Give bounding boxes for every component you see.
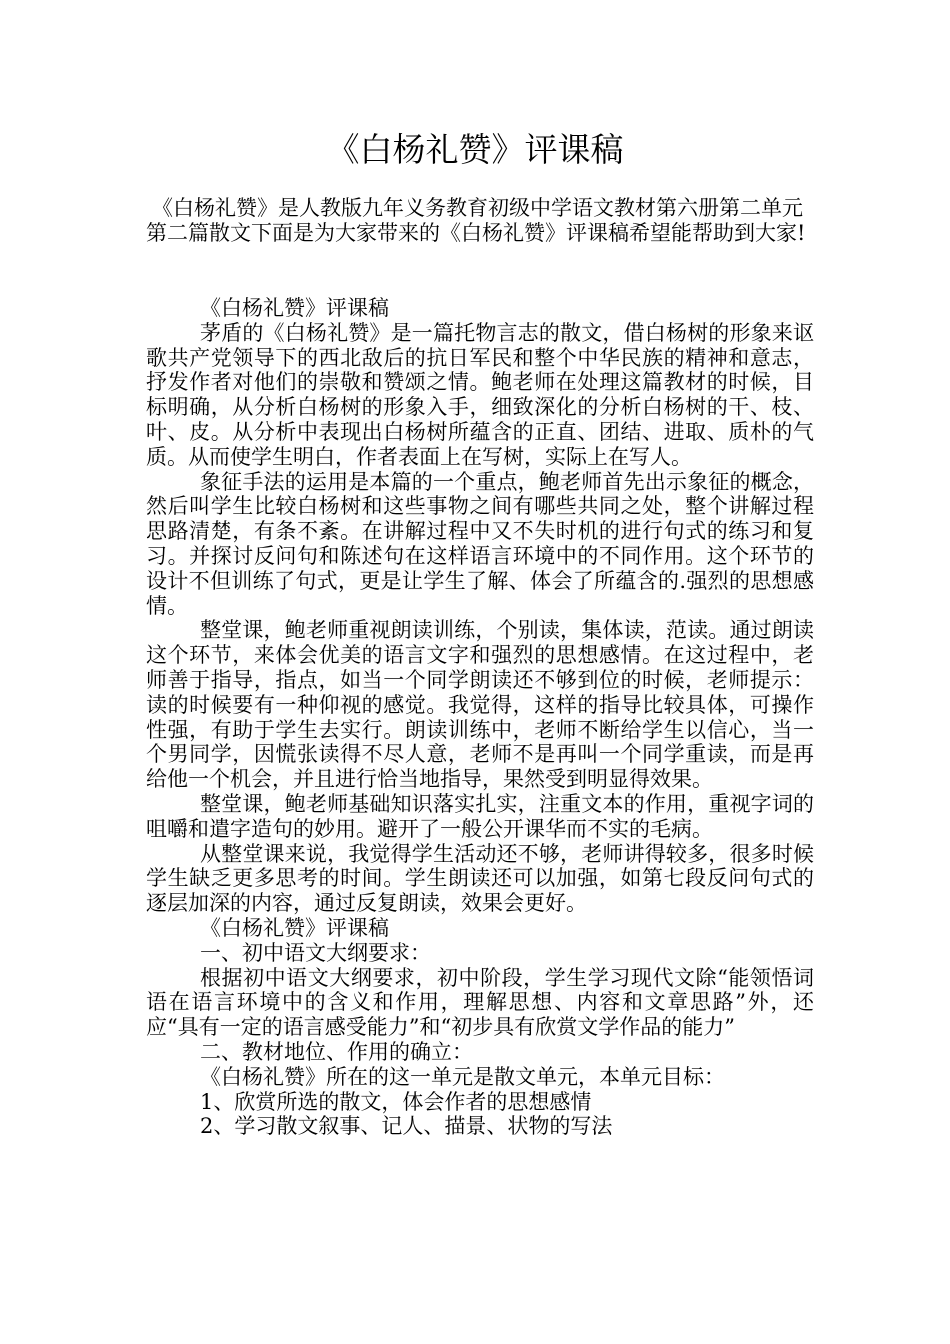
paragraph-syllabus: 根据初中语文大纲要求，初中阶段，学生学习现代文除“能领悟词语在语言环境中的含义和作用，理解思想、内容和文章思路”外，还应“具有一定的语言感受能力”和“初步具有欣赏文学作品的能力” (146, 965, 814, 1040)
paragraph-basic-knowledge: 整堂课，鲍老师基础知识落实扎实，注重文本的作用，重视字词的咀嚼和遣字造句的妙用。避开了一般公开课华而不实的毛病。 (146, 791, 814, 841)
section-heading-2: 《白杨礼赞》评课稿 (200, 915, 389, 940)
paragraph-shortcomings: 从整堂课来说，我觉得学生活动还不够，老师讲得较多，很多时候学生缺乏更多思考的时间。学生朗读还可以加强，如第七段反问句式的逐层加深的内容，通过反复朗读，效果会更好。 (146, 841, 814, 916)
intro-paragraph: 《白杨礼赞》是人教版九年义务教育初级中学语文教材第六册第二单元第二篇散文下面是为大家带来的《白杨礼赞》评课稿希望能帮助到大家! (146, 196, 806, 245)
paragraph-symbolism: 象征手法的运用是本篇的一个重点，鲍老师首先出示象征的概念，然后叫学生比较白杨树和这些事物之间有哪些共同之处，整个讲解过程思路清楚，有条不紊。在讲解过程中又不失时机的进行句式的练习和复习。并探讨反问句和陈述句在这样语言环境中的不同作用。这个环节的设计不但训练了句式，更是让学生了解、体会了所蕴含的.强烈的思想感情。 (146, 469, 814, 618)
document-body (146, 296, 814, 1139)
list-item-1: 1、欣赏所选的散文，体会作者的思想感情 (200, 1089, 592, 1114)
paragraph-reading-training: 整堂课，鲍老师重视朗读训练，个别读，集体读，范读。通过朗读这个环节，来体会优美的语言文字和强烈的思想感情。在这过程中，老师善于指导，指点，如当一个同学朗读还不够到位的时候，老师提示：读的时候要有一种仰视的感觉。我觉得，这样的指导比较具体，可操作性强，有助于学生去实行。朗读训练中，老师不断给学生以信心，当一个男同学，因慌张读得不尽人意，老师不是再叫一个同学重读，而是再给他一个机会，并且进行恰当地指导，果然受到明显得效果。 (146, 618, 814, 792)
section-heading-1: 《白杨礼赞》评课稿 (200, 296, 389, 320)
paragraph-theme: 茅盾的《白杨礼赞》是一篇托物言志的散文，借白杨树的形象来讴歌共产党领导下的西北敌后的抗日军民和整个中华民族的精神和意志，抒发作者对他们的崇敬和赞颂之情。鲍老师在处理这篇教材的时候，目标明确，从分析白杨树的形象入手，细致深化的分析白杨树的干、枝、叶、皮。从分析中表现出白杨树所蕴含的正直、团结、进取、质朴的气质。从而使学生明白，作者表面上在写树，实际上在写人。 (146, 320, 814, 469)
document-title: 《白杨礼赞》评课稿 (326, 130, 624, 169)
outline-heading-2: 二、教材地位、作用的确立： (200, 1039, 473, 1064)
list-item-2: 2、学习散文叙事、记人、描景、状物的写法 (200, 1114, 613, 1139)
paragraph-unit-goal: 《白杨礼赞》所在的这一单元是散文单元，本单元目标： (200, 1064, 725, 1089)
outline-heading-1: 一、初中语文大纲要求： (200, 940, 431, 965)
